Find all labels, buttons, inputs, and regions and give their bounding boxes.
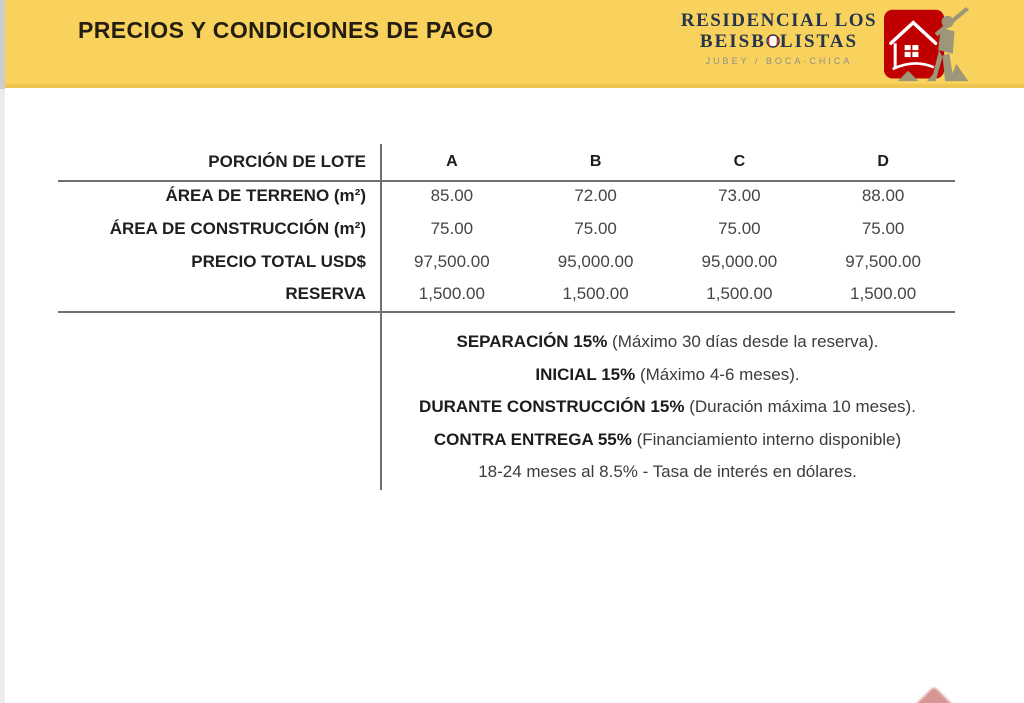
row-label: ÁREA DE TERRENO (m²) [165, 186, 366, 206]
cell-value: 97,500.00 [845, 251, 921, 271]
cell-value: 73.00 [718, 186, 761, 206]
row-label: RESERVA [285, 284, 366, 304]
scan-edge-strip-dark [0, 0, 5, 89]
brand-name-line1: RESIDENCIAL LOS [680, 10, 878, 31]
table-row-area-terreno [58, 180, 955, 213]
condition-inicial [380, 359, 955, 392]
condition-separacion [380, 326, 955, 359]
cell-value: 75.00 [430, 219, 474, 239]
table-row-reserva [58, 278, 955, 311]
row-label: PRECIO TOTAL USD$ [191, 251, 366, 271]
baseball-icon [766, 32, 780, 54]
table-bottom-rule [58, 311, 955, 313]
cell-value: 1,500.00 [706, 284, 773, 304]
condition-bold: CONTRA ENTREGA 55% [433, 429, 632, 449]
condition-rest: (Duración máxima 10 meses). [684, 397, 916, 417]
condition-bold: DURANTE CONSTRUCCIÓN 15% [419, 397, 685, 417]
cell-value: 88.00 [861, 186, 905, 206]
header-row-label: PORCIÓN DE LOTE [208, 151, 366, 171]
condition-rest: (Financiamiento interno disponible) [631, 429, 902, 449]
scan-edge-strip [0, 0, 5, 703]
bottom-right-logo-tip [914, 686, 954, 703]
cell-value: 85.00 [430, 186, 474, 206]
cell-value: 95,000.00 [557, 251, 634, 271]
page-title: PRECIOS Y CONDICIONES DE PAGO [78, 17, 494, 43]
column-header-c: C [733, 152, 746, 170]
brand-wordmark [674, 10, 884, 66]
condition-bold: INICIAL 15% [535, 364, 636, 384]
column-header-d: D [877, 152, 889, 170]
cell-value: 75.00 [574, 219, 617, 239]
brand-house-batter-icon [884, 7, 970, 88]
pricing-table [58, 143, 955, 311]
brand-tagline: JUBEY / BOCA·CHICA [705, 56, 853, 66]
cell-value: 72.00 [574, 186, 617, 206]
brand-name-line2-pre: BEISB [699, 31, 766, 52]
condition-durante-construccion [380, 391, 955, 424]
condition-rest: (Máximo 30 días desde la reserva). [607, 332, 879, 351]
brand-name-line2 [674, 31, 884, 54]
cell-value: 97,500.00 [414, 251, 490, 271]
cell-value: 1,500.00 [418, 284, 485, 304]
condition-rest: 18-24 meses al 8.5% - Tasa de interés en dólares. [478, 462, 857, 482]
condition-contra-entrega [380, 424, 955, 457]
column-header-a: A [446, 152, 458, 170]
condition-bold: SEPARACIÓN 15% [456, 332, 608, 351]
table-row-precio-total [58, 245, 955, 278]
table-header-row [58, 143, 955, 180]
row-label: ÁREA DE CONSTRUCCIÓN (m²) [109, 219, 366, 239]
cell-value: 75.00 [861, 219, 905, 239]
cell-value: 1,500.00 [562, 284, 629, 304]
column-header-b: B [589, 152, 602, 170]
condition-rest: (Máximo 4-6 meses). [635, 364, 800, 384]
cell-value: 95,000.00 [701, 251, 778, 271]
cell-value: 1,500.00 [850, 284, 917, 304]
brand-name-line2-post: LISTAS [779, 31, 859, 52]
header-banner [5, 0, 1024, 88]
table-row-area-construccion [58, 213, 955, 246]
condition-financiamiento [380, 456, 955, 489]
cell-value: 75.00 [718, 219, 761, 239]
payment-conditions [380, 326, 955, 489]
